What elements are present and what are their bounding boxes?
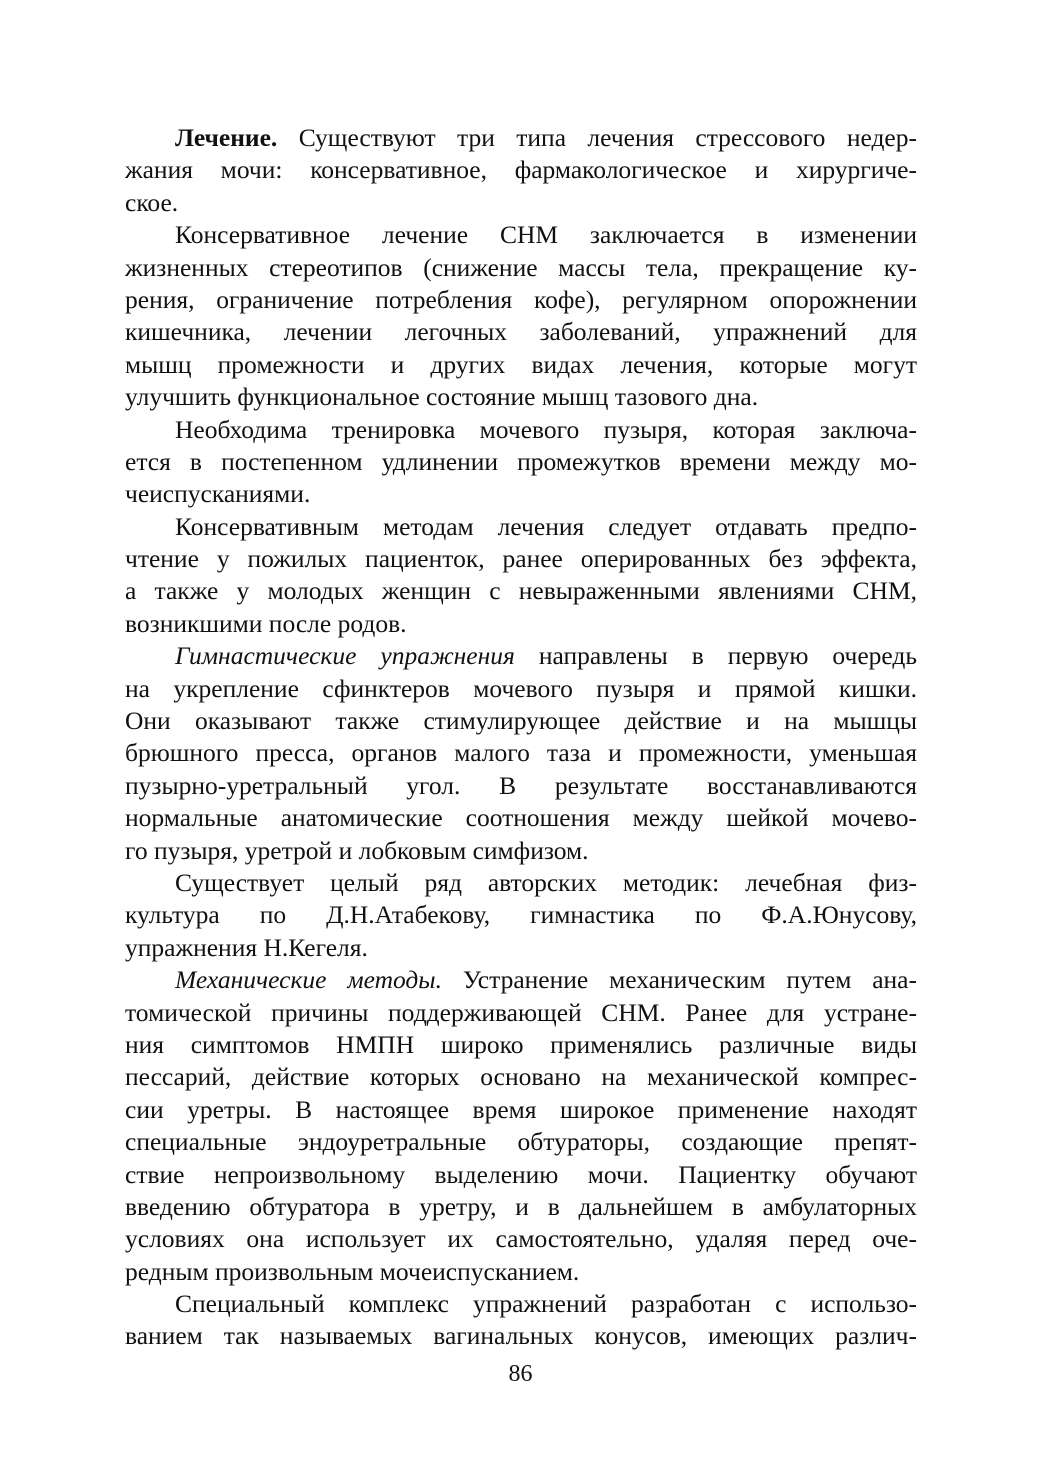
text-line: брюшного пресса, органов малого таза и промежности, уменьшая xyxy=(125,738,917,768)
text-line: томической причины поддерживающей СНМ. Ранее для устране- xyxy=(125,997,917,1027)
italic-heading: Механические методы. xyxy=(175,965,442,995)
text-line: ется в постепенном удлинении промежутков времени между мо- xyxy=(125,446,917,476)
text-line: а также у молодых женщин с невыраженными явлениями СНМ, xyxy=(125,576,917,606)
bold-heading: Лечение. xyxy=(175,123,278,152)
text-line: на укрепление сфинктеров мочевого пузыря и прямой кишки. xyxy=(125,673,917,703)
text-line: ствие непроизвольному выделению мочи. Пациентку обучают xyxy=(125,1159,917,1189)
text-line: рения, ограничение потребления кофе), регулярном опорожнении xyxy=(125,284,917,314)
text-line: го пузыря, уретрой и лобковым симфизом. xyxy=(125,835,589,865)
text-line: чеиспусканиями. xyxy=(125,479,311,509)
text-line: Механические методы. Устранение механическим путем ана- xyxy=(175,965,917,995)
text-line: Консервативное лечение СНМ заключается в изменении xyxy=(175,220,917,250)
text-line: условиях она использует их самостоятельно, удаляя перед оче- xyxy=(125,1224,917,1254)
text-line: Существует целый ряд авторских методик: лечебная физ- xyxy=(175,867,917,897)
text-line: кишечника, лечении легочных заболеваний, упражнений для xyxy=(125,317,917,347)
text-line: редным произвольным мочеиспусканием. xyxy=(125,1256,580,1286)
body-text xyxy=(125,122,917,1353)
text-line: введению обтуратора в уретру, и в дальнейшем в амбулаторных xyxy=(125,1191,917,1221)
text-line: пессарий, действие которых основано на механической компрес- xyxy=(125,1062,917,1092)
text-line: Гимнастические упражнения направлены в первую очередь xyxy=(175,641,917,671)
text-line: Они оказывают также стимулирующее действие и на мышцы xyxy=(125,706,917,736)
page-number: 86 xyxy=(508,1361,533,1387)
text-line: упражнения Н.Кегеля. xyxy=(125,932,368,962)
text-line: жизненных стереотипов (снижение массы тела, прекращение ку- xyxy=(125,252,917,282)
text-line: Консервативным методам лечения следует отдавать предпо- xyxy=(175,511,917,541)
text-line: ния симптомов НМПН широко применялись различные виды xyxy=(125,1029,917,1059)
text-line: жания мочи: консервативное, фармакологическое и хирургиче- xyxy=(125,155,917,185)
text-line: мышц промежности и других видах лечения, которые могут xyxy=(125,349,917,379)
text-line: культура по Д.Н.Атабекову, гимнастика по Ф.А.Юнусову, xyxy=(125,900,917,930)
text-line: Лечение. Существуют три типа лечения стрессового недер- xyxy=(175,123,917,152)
text-line: возникшими после родов. xyxy=(125,608,407,638)
text-line: ское. xyxy=(125,187,179,217)
text-line: специальные эндоуретральные обтураторы, создающие препят- xyxy=(125,1127,917,1157)
text-line: ванием так называемых вагинальных конусов, имеющих различ- xyxy=(125,1321,917,1351)
italic-heading: Гимнастические упражнения xyxy=(175,641,515,671)
text-line: сии уретры. В настоящее время широкое применение находят xyxy=(125,1094,917,1124)
text-line: чтение у пожилых пациенток, ранее оперированных без эффекта, xyxy=(125,544,917,574)
text-line: Специальный комплекс упражнений разработан с использо- xyxy=(175,1289,917,1319)
text-line: улучшить функциональное состояние мышц тазового дна. xyxy=(125,382,759,412)
text-line: Необходима тренировка мочевого пузыря, которая заключа- xyxy=(175,414,917,444)
text-line: нормальные анатомические соотношения между шейкой мочево- xyxy=(125,803,917,833)
text-line: пузырно-уретральный угол. В результате восстанавливаются xyxy=(125,770,917,800)
